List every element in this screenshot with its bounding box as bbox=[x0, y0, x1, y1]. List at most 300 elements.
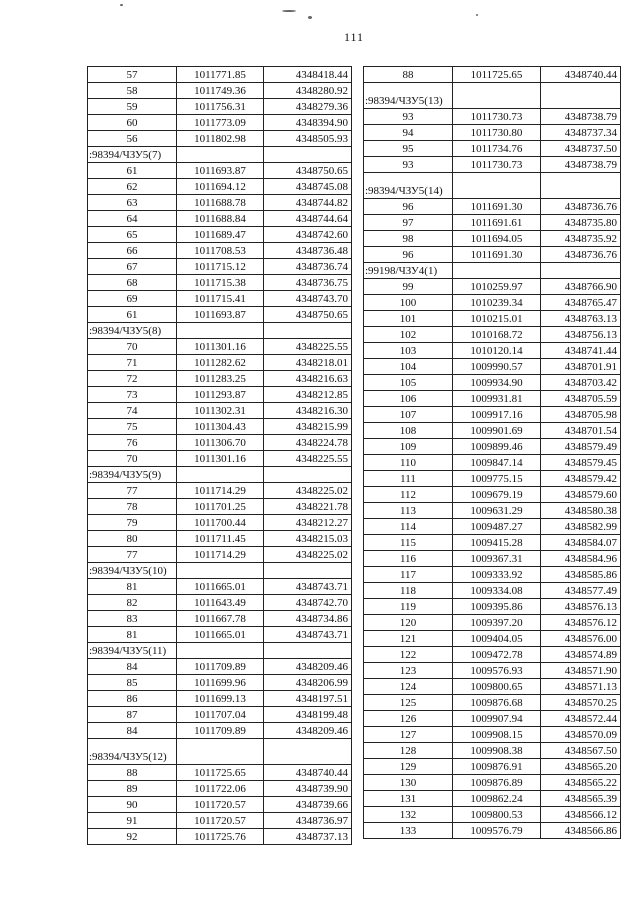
y-coordinate: 4348199.48 bbox=[264, 707, 352, 723]
point-number: 86 bbox=[88, 691, 177, 707]
empty-cell bbox=[264, 643, 352, 659]
table-row bbox=[88, 435, 352, 451]
x-coordinate: 1009847.14 bbox=[453, 455, 541, 471]
point-number: 74 bbox=[88, 403, 177, 419]
table-row bbox=[88, 723, 352, 739]
table-row bbox=[364, 471, 621, 487]
table-row bbox=[364, 743, 621, 759]
table-row bbox=[88, 691, 352, 707]
x-coordinate: 1011665.01 bbox=[177, 579, 264, 595]
x-coordinate: 1011802.98 bbox=[177, 131, 264, 147]
point-number: 96 bbox=[364, 247, 453, 263]
point-number: 129 bbox=[364, 759, 453, 775]
x-coordinate: 1011694.12 bbox=[177, 179, 264, 195]
scan-speck bbox=[282, 10, 296, 12]
point-number: 96 bbox=[364, 199, 453, 215]
y-coordinate: 4348738.79 bbox=[541, 157, 621, 173]
x-coordinate: 1011708.53 bbox=[177, 243, 264, 259]
point-number: 104 bbox=[364, 359, 453, 375]
table-row bbox=[364, 583, 621, 599]
parcel-label: :98394/ЧЗУ5(11) bbox=[88, 643, 177, 659]
table-row bbox=[88, 211, 352, 227]
x-coordinate: 1010120.14 bbox=[453, 343, 541, 359]
x-coordinate: 1009907.94 bbox=[453, 711, 541, 727]
point-number: 56 bbox=[88, 131, 177, 147]
x-coordinate: 1009876.91 bbox=[453, 759, 541, 775]
y-coordinate: 4348736.74 bbox=[264, 259, 352, 275]
x-coordinate: 1009576.79 bbox=[453, 823, 541, 839]
table-row bbox=[364, 647, 621, 663]
point-number: 103 bbox=[364, 343, 453, 359]
point-number: 68 bbox=[88, 275, 177, 291]
table-row bbox=[88, 531, 352, 547]
y-coordinate: 4348750.65 bbox=[264, 307, 352, 323]
table-row bbox=[88, 371, 352, 387]
parcel-label: :98394/ЧЗУ5(14) bbox=[364, 173, 453, 199]
y-coordinate: 4348705.59 bbox=[541, 391, 621, 407]
table-row bbox=[88, 307, 352, 323]
table-row bbox=[364, 679, 621, 695]
y-coordinate: 4348739.66 bbox=[264, 797, 352, 813]
table-row bbox=[88, 243, 352, 259]
empty-cell bbox=[453, 173, 541, 199]
y-coordinate: 4348570.25 bbox=[541, 695, 621, 711]
y-coordinate: 4348737.13 bbox=[264, 829, 352, 845]
point-number: 58 bbox=[88, 83, 177, 99]
y-coordinate: 4348737.34 bbox=[541, 125, 621, 141]
y-coordinate: 4348580.38 bbox=[541, 503, 621, 519]
x-coordinate: 1011688.78 bbox=[177, 195, 264, 211]
table-row bbox=[364, 727, 621, 743]
y-coordinate: 4348741.44 bbox=[541, 343, 621, 359]
table-row bbox=[88, 195, 352, 211]
x-coordinate: 1011720.57 bbox=[177, 797, 264, 813]
table-row bbox=[88, 419, 352, 435]
table-row bbox=[364, 439, 621, 455]
point-number: 133 bbox=[364, 823, 453, 839]
y-coordinate: 4348579.45 bbox=[541, 455, 621, 471]
point-number: 62 bbox=[88, 179, 177, 195]
y-coordinate: 4348735.92 bbox=[541, 231, 621, 247]
y-coordinate: 4348206.99 bbox=[264, 675, 352, 691]
y-coordinate: 4348197.51 bbox=[264, 691, 352, 707]
y-coordinate: 4348701.54 bbox=[541, 423, 621, 439]
y-coordinate: 4348585.86 bbox=[541, 567, 621, 583]
table-row bbox=[364, 615, 621, 631]
x-coordinate: 1011725.76 bbox=[177, 829, 264, 845]
empty-cell bbox=[264, 467, 352, 483]
empty-cell bbox=[264, 739, 352, 765]
table-row bbox=[88, 99, 352, 115]
point-number: 122 bbox=[364, 647, 453, 663]
x-coordinate: 1011301.16 bbox=[177, 339, 264, 355]
point-number: 76 bbox=[88, 435, 177, 451]
x-coordinate: 1009899.46 bbox=[453, 439, 541, 455]
x-coordinate: 1009334.08 bbox=[453, 583, 541, 599]
table-row bbox=[364, 535, 621, 551]
page-number: 111 bbox=[343, 30, 365, 44]
x-coordinate: 1011643.49 bbox=[177, 595, 264, 611]
y-coordinate: 4348505.93 bbox=[264, 131, 352, 147]
point-number: 70 bbox=[88, 451, 177, 467]
point-number: 61 bbox=[88, 163, 177, 179]
table-row bbox=[88, 781, 352, 797]
point-number: 99 bbox=[364, 279, 453, 295]
section-header-row bbox=[88, 563, 352, 579]
point-number: 73 bbox=[88, 387, 177, 403]
y-coordinate: 4348765.47 bbox=[541, 295, 621, 311]
point-number: 111 bbox=[364, 471, 453, 487]
x-coordinate: 1011756.31 bbox=[177, 99, 264, 115]
section-header-row bbox=[88, 467, 352, 483]
empty-cell bbox=[177, 563, 264, 579]
point-number: 109 bbox=[364, 439, 453, 455]
x-coordinate: 1010239.34 bbox=[453, 295, 541, 311]
x-coordinate: 1011693.87 bbox=[177, 307, 264, 323]
point-number: 60 bbox=[88, 115, 177, 131]
point-number: 93 bbox=[364, 157, 453, 173]
table-row bbox=[364, 503, 621, 519]
y-coordinate: 4348571.90 bbox=[541, 663, 621, 679]
x-coordinate: 1009333.92 bbox=[453, 567, 541, 583]
table-row bbox=[88, 627, 352, 643]
y-coordinate: 4348742.60 bbox=[264, 227, 352, 243]
section-header-row bbox=[88, 147, 352, 163]
x-coordinate: 1011715.12 bbox=[177, 259, 264, 275]
x-coordinate: 1010168.72 bbox=[453, 327, 541, 343]
y-coordinate: 4348216.30 bbox=[264, 403, 352, 419]
table-row bbox=[364, 279, 621, 295]
point-number: 91 bbox=[88, 813, 177, 829]
point-number: 101 bbox=[364, 311, 453, 327]
empty-cell bbox=[177, 643, 264, 659]
table-row bbox=[364, 423, 621, 439]
table-row bbox=[364, 295, 621, 311]
y-coordinate: 4348279.36 bbox=[264, 99, 352, 115]
point-number: 77 bbox=[88, 483, 177, 499]
y-coordinate: 4348736.48 bbox=[264, 243, 352, 259]
y-coordinate: 4348739.90 bbox=[264, 781, 352, 797]
x-coordinate: 1009800.53 bbox=[453, 807, 541, 823]
y-coordinate: 4348701.91 bbox=[541, 359, 621, 375]
table-row bbox=[88, 659, 352, 675]
empty-cell bbox=[264, 147, 352, 163]
y-coordinate: 4348576.12 bbox=[541, 615, 621, 631]
x-coordinate: 1011707.04 bbox=[177, 707, 264, 723]
x-coordinate: 1009631.29 bbox=[453, 503, 541, 519]
table-row bbox=[364, 807, 621, 823]
table-row bbox=[88, 579, 352, 595]
empty-cell bbox=[453, 263, 541, 279]
x-coordinate: 1011714.29 bbox=[177, 547, 264, 563]
x-coordinate: 1011302.31 bbox=[177, 403, 264, 419]
x-coordinate: 1011709.89 bbox=[177, 723, 264, 739]
coordinates-table-left bbox=[87, 66, 352, 845]
table-row bbox=[364, 141, 621, 157]
empty-cell bbox=[264, 323, 352, 339]
x-coordinate: 1009487.27 bbox=[453, 519, 541, 535]
y-coordinate: 4348572.44 bbox=[541, 711, 621, 727]
x-coordinate: 1009908.15 bbox=[453, 727, 541, 743]
x-coordinate: 1009404.05 bbox=[453, 631, 541, 647]
x-coordinate: 1011771.85 bbox=[177, 67, 264, 83]
x-coordinate: 1009934.90 bbox=[453, 375, 541, 391]
table-row bbox=[88, 829, 352, 845]
scan-speck bbox=[308, 16, 312, 19]
point-number: 88 bbox=[88, 765, 177, 781]
y-coordinate: 4348216.63 bbox=[264, 371, 352, 387]
x-coordinate: 1009908.38 bbox=[453, 743, 541, 759]
section-header-row bbox=[364, 83, 621, 109]
x-coordinate: 1011699.13 bbox=[177, 691, 264, 707]
x-coordinate: 1009917.16 bbox=[453, 407, 541, 423]
point-number: 89 bbox=[88, 781, 177, 797]
y-coordinate: 4348215.03 bbox=[264, 531, 352, 547]
x-coordinate: 1011691.30 bbox=[453, 247, 541, 263]
y-coordinate: 4348225.02 bbox=[264, 483, 352, 499]
y-coordinate: 4348736.75 bbox=[264, 275, 352, 291]
y-coordinate: 4348737.50 bbox=[541, 141, 621, 157]
y-coordinate: 4348743.71 bbox=[264, 627, 352, 643]
y-coordinate: 4348743.70 bbox=[264, 291, 352, 307]
table-row bbox=[364, 359, 621, 375]
x-coordinate: 1011722.06 bbox=[177, 781, 264, 797]
table-row bbox=[364, 599, 621, 615]
x-coordinate: 1011691.30 bbox=[453, 199, 541, 215]
x-coordinate: 1009901.69 bbox=[453, 423, 541, 439]
x-coordinate: 1009990.57 bbox=[453, 359, 541, 375]
section-header-row bbox=[88, 323, 352, 339]
x-coordinate: 1011773.09 bbox=[177, 115, 264, 131]
point-number: 61 bbox=[88, 307, 177, 323]
table-row bbox=[88, 451, 352, 467]
table-row bbox=[364, 109, 621, 125]
table-row bbox=[364, 391, 621, 407]
x-coordinate: 1009679.19 bbox=[453, 487, 541, 503]
y-coordinate: 4348705.98 bbox=[541, 407, 621, 423]
table-row bbox=[364, 551, 621, 567]
x-coordinate: 1011689.47 bbox=[177, 227, 264, 243]
table-row bbox=[88, 179, 352, 195]
point-number: 116 bbox=[364, 551, 453, 567]
x-coordinate: 1011734.76 bbox=[453, 141, 541, 157]
point-number: 112 bbox=[364, 487, 453, 503]
x-coordinate: 1009395.86 bbox=[453, 599, 541, 615]
parcel-label: :98394/ЧЗУ5(7) bbox=[88, 147, 177, 163]
x-coordinate: 1011699.96 bbox=[177, 675, 264, 691]
x-coordinate: 1009367.31 bbox=[453, 551, 541, 567]
y-coordinate: 4348565.39 bbox=[541, 791, 621, 807]
table-row bbox=[88, 813, 352, 829]
table-row bbox=[88, 355, 352, 371]
x-coordinate: 1011714.29 bbox=[177, 483, 264, 499]
point-number: 67 bbox=[88, 259, 177, 275]
y-coordinate: 4348215.99 bbox=[264, 419, 352, 435]
table-row bbox=[364, 407, 621, 423]
point-number: 83 bbox=[88, 611, 177, 627]
x-coordinate: 1011665.01 bbox=[177, 627, 264, 643]
table-row bbox=[88, 797, 352, 813]
y-coordinate: 4348740.44 bbox=[541, 67, 621, 83]
point-number: 115 bbox=[364, 535, 453, 551]
point-number: 118 bbox=[364, 583, 453, 599]
table-row bbox=[364, 311, 621, 327]
x-coordinate: 1011301.16 bbox=[177, 451, 264, 467]
empty-cell bbox=[177, 467, 264, 483]
table-row bbox=[364, 567, 621, 583]
table-row bbox=[88, 67, 352, 83]
table-row bbox=[364, 663, 621, 679]
x-coordinate: 1011725.65 bbox=[453, 67, 541, 83]
x-coordinate: 1011693.87 bbox=[177, 163, 264, 179]
y-coordinate: 4348221.78 bbox=[264, 499, 352, 515]
x-coordinate: 1011282.62 bbox=[177, 355, 264, 371]
point-number: 70 bbox=[88, 339, 177, 355]
point-number: 63 bbox=[88, 195, 177, 211]
point-number: 84 bbox=[88, 659, 177, 675]
y-coordinate: 4348582.99 bbox=[541, 519, 621, 535]
y-coordinate: 4348766.90 bbox=[541, 279, 621, 295]
empty-cell bbox=[453, 83, 541, 109]
x-coordinate: 1011283.25 bbox=[177, 371, 264, 387]
table-row bbox=[88, 259, 352, 275]
y-coordinate: 4348394.90 bbox=[264, 115, 352, 131]
y-coordinate: 4348280.92 bbox=[264, 83, 352, 99]
point-number: 93 bbox=[364, 109, 453, 125]
parcel-label: :99198/ЧЗУ4(1) bbox=[364, 263, 453, 279]
y-coordinate: 4348745.08 bbox=[264, 179, 352, 195]
table-row bbox=[364, 487, 621, 503]
y-coordinate: 4348756.13 bbox=[541, 327, 621, 343]
y-coordinate: 4348576.00 bbox=[541, 631, 621, 647]
x-coordinate: 1011306.70 bbox=[177, 435, 264, 451]
y-coordinate: 4348763.13 bbox=[541, 311, 621, 327]
point-number: 100 bbox=[364, 295, 453, 311]
x-coordinate: 1009800.65 bbox=[453, 679, 541, 695]
table-row bbox=[88, 163, 352, 179]
y-coordinate: 4348584.96 bbox=[541, 551, 621, 567]
y-coordinate: 4348742.70 bbox=[264, 595, 352, 611]
empty-cell bbox=[541, 263, 621, 279]
table-row bbox=[88, 611, 352, 627]
table-row bbox=[364, 327, 621, 343]
y-coordinate: 4348224.78 bbox=[264, 435, 352, 451]
table-row bbox=[88, 403, 352, 419]
table-row bbox=[88, 115, 352, 131]
x-coordinate: 1011691.61 bbox=[453, 215, 541, 231]
y-coordinate: 4348750.65 bbox=[264, 163, 352, 179]
point-number: 131 bbox=[364, 791, 453, 807]
y-coordinate: 4348736.97 bbox=[264, 813, 352, 829]
table-row bbox=[88, 83, 352, 99]
y-coordinate: 4348576.13 bbox=[541, 599, 621, 615]
point-number: 98 bbox=[364, 231, 453, 247]
point-number: 79 bbox=[88, 515, 177, 531]
table-row bbox=[88, 675, 352, 691]
table-row bbox=[364, 247, 621, 263]
empty-cell bbox=[177, 739, 264, 765]
parcel-label: :98394/ЧЗУ5(9) bbox=[88, 467, 177, 483]
x-coordinate: 1011701.25 bbox=[177, 499, 264, 515]
point-number: 57 bbox=[88, 67, 177, 83]
empty-cell bbox=[177, 323, 264, 339]
point-number: 117 bbox=[364, 567, 453, 583]
section-header-row bbox=[88, 643, 352, 659]
table-row bbox=[88, 499, 352, 515]
x-coordinate: 1011293.87 bbox=[177, 387, 264, 403]
x-coordinate: 1009472.78 bbox=[453, 647, 541, 663]
x-coordinate: 1011715.41 bbox=[177, 291, 264, 307]
table-row bbox=[364, 631, 621, 647]
point-number: 85 bbox=[88, 675, 177, 691]
y-coordinate: 4348418.44 bbox=[264, 67, 352, 83]
x-coordinate: 1011725.65 bbox=[177, 765, 264, 781]
point-number: 97 bbox=[364, 215, 453, 231]
point-number: 84 bbox=[88, 723, 177, 739]
point-number: 132 bbox=[364, 807, 453, 823]
section-header-row bbox=[364, 173, 621, 199]
point-number: 77 bbox=[88, 547, 177, 563]
y-coordinate: 4348740.44 bbox=[264, 765, 352, 781]
x-coordinate: 1009576.93 bbox=[453, 663, 541, 679]
x-coordinate: 1010215.01 bbox=[453, 311, 541, 327]
point-number: 113 bbox=[364, 503, 453, 519]
y-coordinate: 4348744.64 bbox=[264, 211, 352, 227]
point-number: 75 bbox=[88, 419, 177, 435]
point-number: 94 bbox=[364, 125, 453, 141]
y-coordinate: 4348577.49 bbox=[541, 583, 621, 599]
parcel-label: :98394/ЧЗУ5(12) bbox=[88, 739, 177, 765]
y-coordinate: 4348570.09 bbox=[541, 727, 621, 743]
table-row bbox=[88, 515, 352, 531]
point-number: 66 bbox=[88, 243, 177, 259]
x-coordinate: 1011730.73 bbox=[453, 157, 541, 173]
point-number: 127 bbox=[364, 727, 453, 743]
y-coordinate: 4348579.42 bbox=[541, 471, 621, 487]
x-coordinate: 1009775.15 bbox=[453, 471, 541, 487]
table-row bbox=[364, 791, 621, 807]
table-row bbox=[364, 231, 621, 247]
table-row bbox=[364, 823, 621, 839]
x-coordinate: 1011700.44 bbox=[177, 515, 264, 531]
y-coordinate: 4348567.50 bbox=[541, 743, 621, 759]
point-number: 120 bbox=[364, 615, 453, 631]
point-number: 102 bbox=[364, 327, 453, 343]
table-row bbox=[88, 291, 352, 307]
y-coordinate: 4348736.76 bbox=[541, 199, 621, 215]
x-coordinate: 1011720.57 bbox=[177, 813, 264, 829]
y-coordinate: 4348571.13 bbox=[541, 679, 621, 695]
point-number: 110 bbox=[364, 455, 453, 471]
point-number: 82 bbox=[88, 595, 177, 611]
point-number: 90 bbox=[88, 797, 177, 813]
table-row bbox=[364, 67, 621, 83]
y-coordinate: 4348209.46 bbox=[264, 723, 352, 739]
y-coordinate: 4348703.42 bbox=[541, 375, 621, 391]
y-coordinate: 4348209.46 bbox=[264, 659, 352, 675]
empty-cell bbox=[264, 563, 352, 579]
x-coordinate: 1009397.20 bbox=[453, 615, 541, 631]
point-number: 81 bbox=[88, 579, 177, 595]
point-number: 121 bbox=[364, 631, 453, 647]
point-number: 69 bbox=[88, 291, 177, 307]
table-row bbox=[364, 215, 621, 231]
x-coordinate: 1011711.45 bbox=[177, 531, 264, 547]
x-coordinate: 1011730.73 bbox=[453, 109, 541, 125]
x-coordinate: 1011667.78 bbox=[177, 611, 264, 627]
point-number: 65 bbox=[88, 227, 177, 243]
x-coordinate: 1011749.36 bbox=[177, 83, 264, 99]
